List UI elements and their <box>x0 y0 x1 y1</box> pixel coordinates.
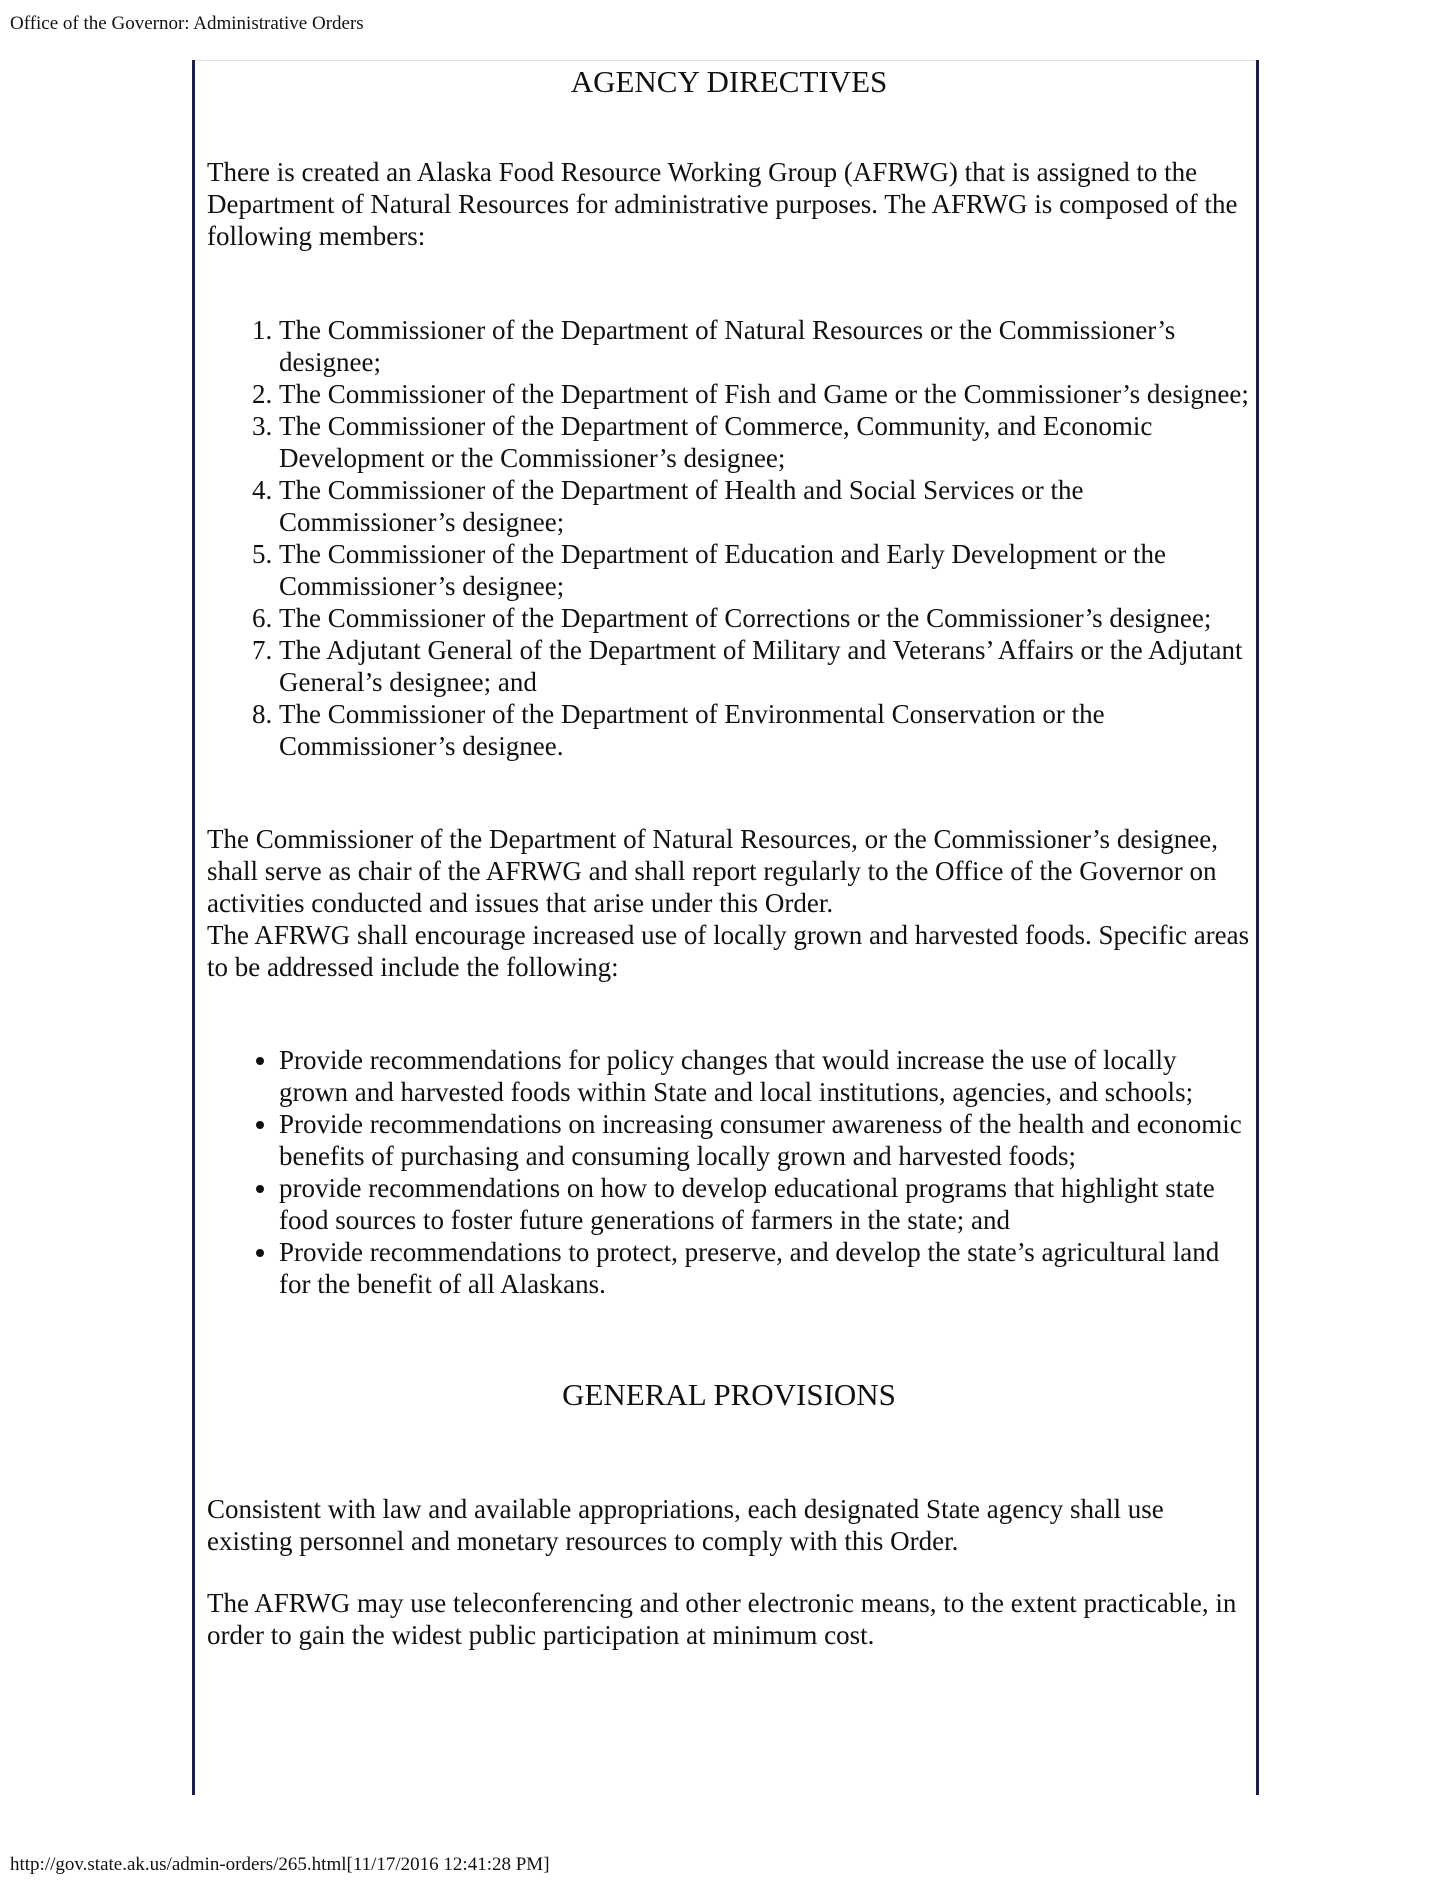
areas-list <box>207 1044 1251 1300</box>
print-header: Office of the Governor: Administrative Orders <box>10 13 364 34</box>
content-frame <box>192 60 1259 1795</box>
list-item: 8. The Commissioner of the Department of Environmental Conservation or the Commissioner’s designee. <box>279 698 1251 762</box>
list-item: 5. The Commissioner of the Department of Education and Early Development or the Commissioner’s designee; <box>279 538 1251 602</box>
document-body <box>207 60 1251 1651</box>
general-provisions-section <box>207 1375 1251 1415</box>
members-list <box>207 314 1251 762</box>
list-item: 2. The Commissioner of the Department of Fish and Game or the Commissioner’s designee; <box>279 378 1251 410</box>
afrwg-intro-paragraph: There is created an Alaska Food Resource Working Group (AFRWG) that is assigned to the Department of Natural Resources for administrative purposes. The AFRWG is composed of the following members: <box>207 157 1238 251</box>
list-item: 7. The Adjutant General of the Department of Military and Veterans’ Affairs or the Adjutant General’s designee; and <box>279 634 1251 698</box>
list-item: • Provide recommendations to protect, preserve, and develop the state’s agricultural land for the benefit of all Alaskans. <box>279 1236 1251 1300</box>
print-footer-url: http://gov.state.ak.us/admin-orders/265.html[11/17/2016 12:41:28 PM] <box>10 1854 550 1875</box>
encourage-paragraph: The AFRWG shall encourage increased use of locally grown and harvested foods. Specific areas to be addressed include the following: <box>207 920 1250 982</box>
general-provisions-heading: GENERAL PROVISIONS <box>562 1377 896 1412</box>
agency-directives-heading: AGENCY DIRECTIVES <box>570 64 888 99</box>
list-item: • Provide recommendations on increasing consumer awareness of the health and economic benefits of purchasing and consuming locally grown and harvested foods; <box>279 1108 1251 1172</box>
list-item: 3. The Commissioner of the Department of Commerce, Community, and Economic Development or the Commissioner’s designee; <box>279 410 1251 474</box>
teleconferencing-paragraph: The AFRWG may use teleconferencing and other electronic means, to the extent practicable, in order to gain the widest public participation at minimum cost. <box>207 1588 1237 1650</box>
list-item: • Provide recommendations for policy changes that would increase the use of locally grown and harvested foods within State and local institutions, agencies, and schools; <box>279 1044 1251 1108</box>
list-item: 6. The Commissioner of the Department of Corrections or the Commissioner’s designee; <box>279 602 1251 634</box>
appropriations-paragraph: Consistent with law and available appropriations, each designated State agency shall use existing personnel and monetary resources to comply with this Order. <box>207 1494 1164 1556</box>
list-item: 1. The Commissioner of the Department of Natural Resources or the Commissioner’s designee; <box>279 314 1251 378</box>
list-item: • provide recommendations on how to develop educational programs that highlight state food sources to foster future generations of farmers in the state; and <box>279 1172 1251 1236</box>
list-item: 4. The Commissioner of the Department of Health and Social Services or the Commissioner’s designee; <box>279 474 1251 538</box>
chair-paragraph: The Commissioner of the Department of Natural Resources, or the Commissioner’s designee, shall serve as chair of the AFRWG and shall report regularly to the Office of the Governor on activities conducted and issues that arise under this Order. <box>207 824 1219 918</box>
